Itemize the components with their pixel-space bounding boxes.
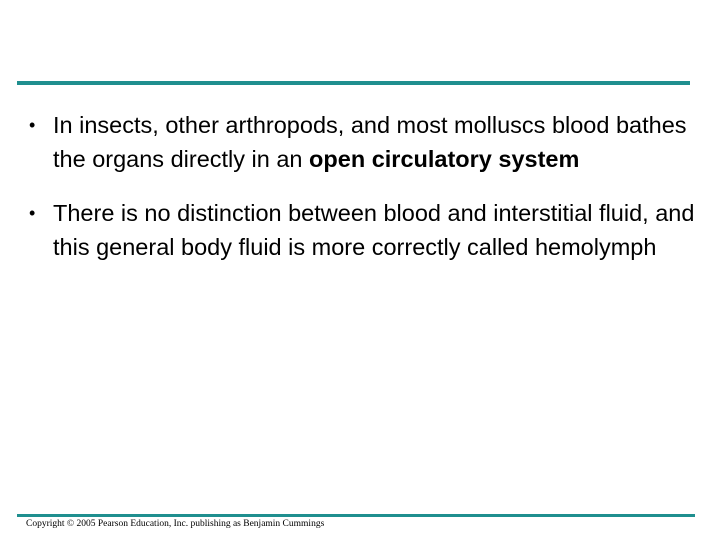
bullet-text: In insects, other arthropods, and most molluscs blood bathes the organs directly in an (53, 112, 687, 172)
bullet-text: There is no distinction between blood and interstitial fluid, and this general body fluid is more correctly called hemolymph (53, 200, 695, 260)
bullet-item-open-circulatory (29, 108, 699, 176)
top-divider-line (17, 81, 690, 85)
bullet-list (29, 108, 699, 284)
bullet-item-hemolymph (29, 196, 699, 264)
copyright-notice: Copyright © 2005 Pearson Education, Inc. publishing as Benjamin Cummings (26, 519, 325, 529)
bottom-divider-line (17, 514, 695, 517)
bullet-marker: • (29, 115, 36, 135)
bullet-marker: • (29, 203, 36, 223)
bullet-text-bold: open circulatory system (309, 146, 580, 172)
